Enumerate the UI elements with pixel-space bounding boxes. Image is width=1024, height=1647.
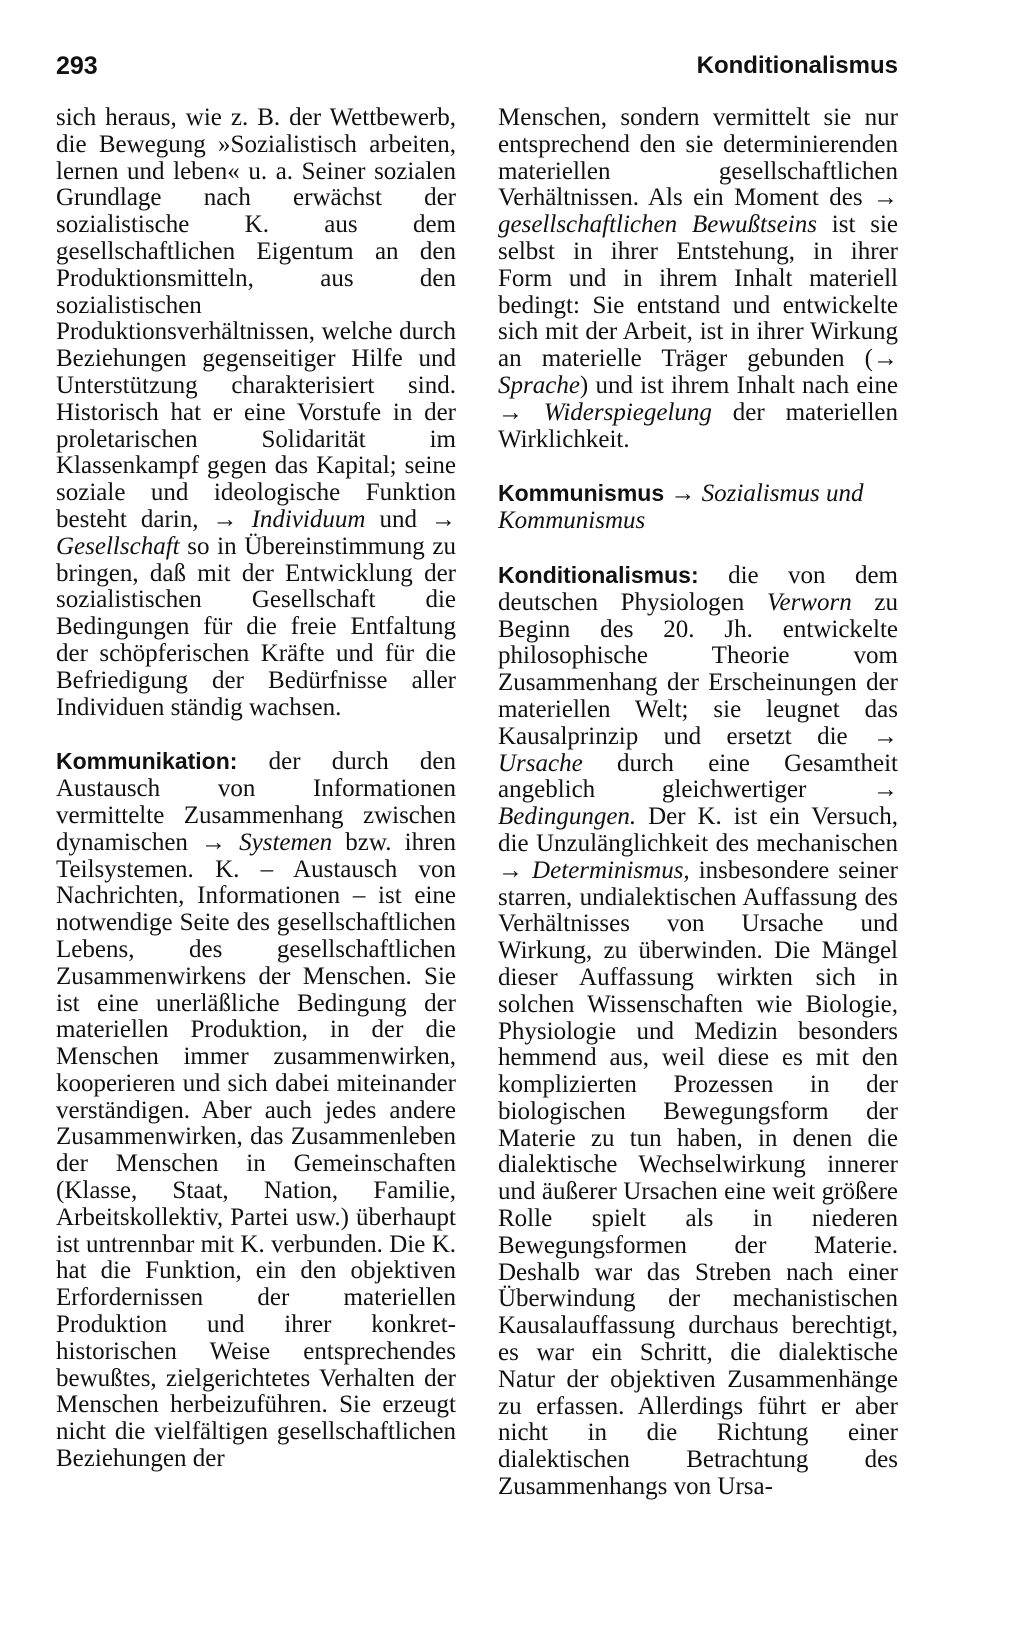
right-arrow-icon: →: [873, 776, 898, 804]
entry-text: der materiellen Wirklichkeit.: [498, 398, 899, 453]
entry-text: sich heraus, wie z. B. der Wettbewerb, die Bewegung »Sozialistisch arbeiten, lernen und leben« u. a. Seiner sozialen Grundlage nach erwächst der sozialistische K. aus dem gesellschaftlichen Eigentum an den Produktionsmitteln, aus den sozialistischen Produktionsverhältnissen, welche durch Beziehungen gegenseitiger Hilfe und Unterstützung charakterisiert sind. Historisch hat er eine Vorstufe in der proletarischen Solidarität im Klassenkampf gegen das Kapital; seine soziale und ideologische Funktion besteht darin,: [56, 104, 456, 533]
entry-text: insbesondere seiner starren, undialektischen Auffassung des Verhältnisses von Ursache und Wirkung, zu überwinden. Die Mängel dieser Auffassung wirkten sich in solchen Wissenschaften wie Biologie, Physiologie und Medizin besonders hemmend aus, weil diese es mit den komplizierten Prozessen in der biologischen Bewegungsform der Materie zu tun haben, in denen die dialektische Wechselwirkung innerer und äußerer Ursachen eine weit größere Rolle spielt als in niederen Bewegungsformen der Materie. Deshalb war das Streben nach einer Überwindung der mechanistischen Kausalauffassung durchaus berechtigt, es war ein Schritt, die dialektische Natur der objektiven Zusammenhänge zu erfassen. Allerdings führt er aber nicht in die Richtung einer dialektischen Betrachtung des Zusammenhangs von Ursa-: [498, 856, 898, 1501]
right-arrow-icon: →: [498, 398, 523, 426]
entry-konditionalismus: [498, 562, 898, 1501]
right-arrow-icon: →: [212, 505, 238, 533]
entry-text: Menschen, sondern vermittelt sie nur entsprechend den sie determinierenden materiellen gesellschaftlichen Verhältnissen. Als ein Moment des: [498, 104, 898, 212]
right-arrow-icon: →: [201, 828, 227, 856]
right-arrow-icon: →: [873, 184, 898, 212]
left-column: [56, 105, 456, 1473]
cross-reference-determinismus[interactable]: Determinismus,: [532, 856, 690, 884]
entry-headword: Konditionalismus:: [498, 561, 699, 588]
entry-text: bzw. ihren Teilsystemen. K. – Austausch von Nachrichten, Informationen – ist eine notwendige Seite des gesellschaftlichen Lebens, des gesellschaftlichen Zusammenwirkens der Menschen. Sie ist eine unerläßliche Bedingung der materiellen Produktion, in der die Menschen immer zusammenwirken, kooperieren und sich dabei miteinander verständigen. Aber auch jedes andere Zusammenwirken, das Zusammenleben der Menschen in Gemeinschaften (Klasse, Staat, Nation, Familie, Arbeitskollektiv, Partei usw.) überhaupt ist untrennbar mit K. verbunden. Die K. hat die Funktion, ein den objektiven Erfordernissen der materiellen Produktion und ihrer konkret-historischen Weise entsprechendes bewußtes, zielgerichtetes Verhalten der Menschen herbeizuführen. Sie erzeugt nicht die vielfältigen gesellschaftlichen Beziehungen der: [56, 828, 457, 1473]
cross-reference-sprache[interactable]: Sprache: [498, 371, 580, 399]
running-head: Konditionalismus: [696, 52, 898, 79]
cross-reference-bedingungen[interactable]: Bedingungen.: [498, 803, 637, 831]
right-arrow-icon: →: [873, 722, 898, 750]
cross-reference-sozialismus-und-kommunismus[interactable]: Sozialismus und Kommunismus: [498, 480, 864, 535]
cross-reference-ursache[interactable]: Ursache: [498, 749, 583, 777]
right-arrow-icon: →: [873, 345, 898, 373]
entry-continuation: [56, 105, 456, 721]
entry-headword: Kommunikation:: [56, 748, 238, 775]
entry-text: der durch den Austausch von Informationen vermittelte Zusammenhang zwischen dynamischen: [56, 748, 456, 856]
entry-text: durch eine Gesamtheit angeblich gleichwertiger: [498, 749, 899, 804]
page-number: 293: [56, 52, 98, 80]
right-arrow-icon: →: [670, 480, 696, 508]
cross-reference-gesellschaft[interactable]: Gesellschaft: [56, 532, 180, 560]
cross-reference-systemen[interactable]: Systemen: [239, 828, 333, 856]
entry-text: und: [379, 505, 417, 533]
entry-text: Der K. ist ein Versuch, die Unzulänglichkeit des mechanischen: [498, 803, 899, 857]
entry-text: ) und ist ihrem Inhalt nach eine: [579, 371, 898, 399]
entry-text: so in Übereinstimmung zu bringen, daß mit der Entwicklung der sozialistischen Gesellschaft die Bedingungen für die freie Entfaltung der schöpferischen Kräfte und für die Befriedigung der Bedürfnisse aller Individuen ständig wachsen.: [56, 532, 456, 721]
entry-text: zu Beginn des 20. Jh. entwickelte philosophische Theorie vom Zusammenhang der Erscheinungen der materiellen Welt; sie leugnet das Kausalprinzip und ersetzt die: [498, 588, 898, 750]
cross-reference-widerspiegelung[interactable]: Widerspiegelung: [543, 398, 712, 426]
cross-reference-gesellschaftliches-bewusstsein[interactable]: gesellschaftlichen Bewußtseins: [498, 211, 817, 239]
entry-kommunismus: [498, 480, 898, 535]
entry-kommunikation: [56, 748, 456, 1473]
entry-text: ist sie selbst in ihrer Entstehung, in ihrer Form und in ihrem Inhalt materiell bedingt: Sie entstand und entwickelte sich mit der Arbeit, ist in ihrer Wirkung an materielle Träger gebunden (: [498, 211, 898, 373]
right-arrow-icon: →: [431, 505, 457, 533]
right-arrow-icon: →: [498, 856, 523, 884]
entry-headword: Kommunismus: [498, 480, 665, 507]
entry-continuation: [498, 105, 898, 453]
cross-reference-individuum[interactable]: Individuum: [251, 505, 366, 533]
entry-text: die von dem deutschen Physiologen: [498, 561, 899, 616]
right-column: [498, 105, 898, 1501]
person-name-verworn: Verworn: [766, 588, 852, 616]
